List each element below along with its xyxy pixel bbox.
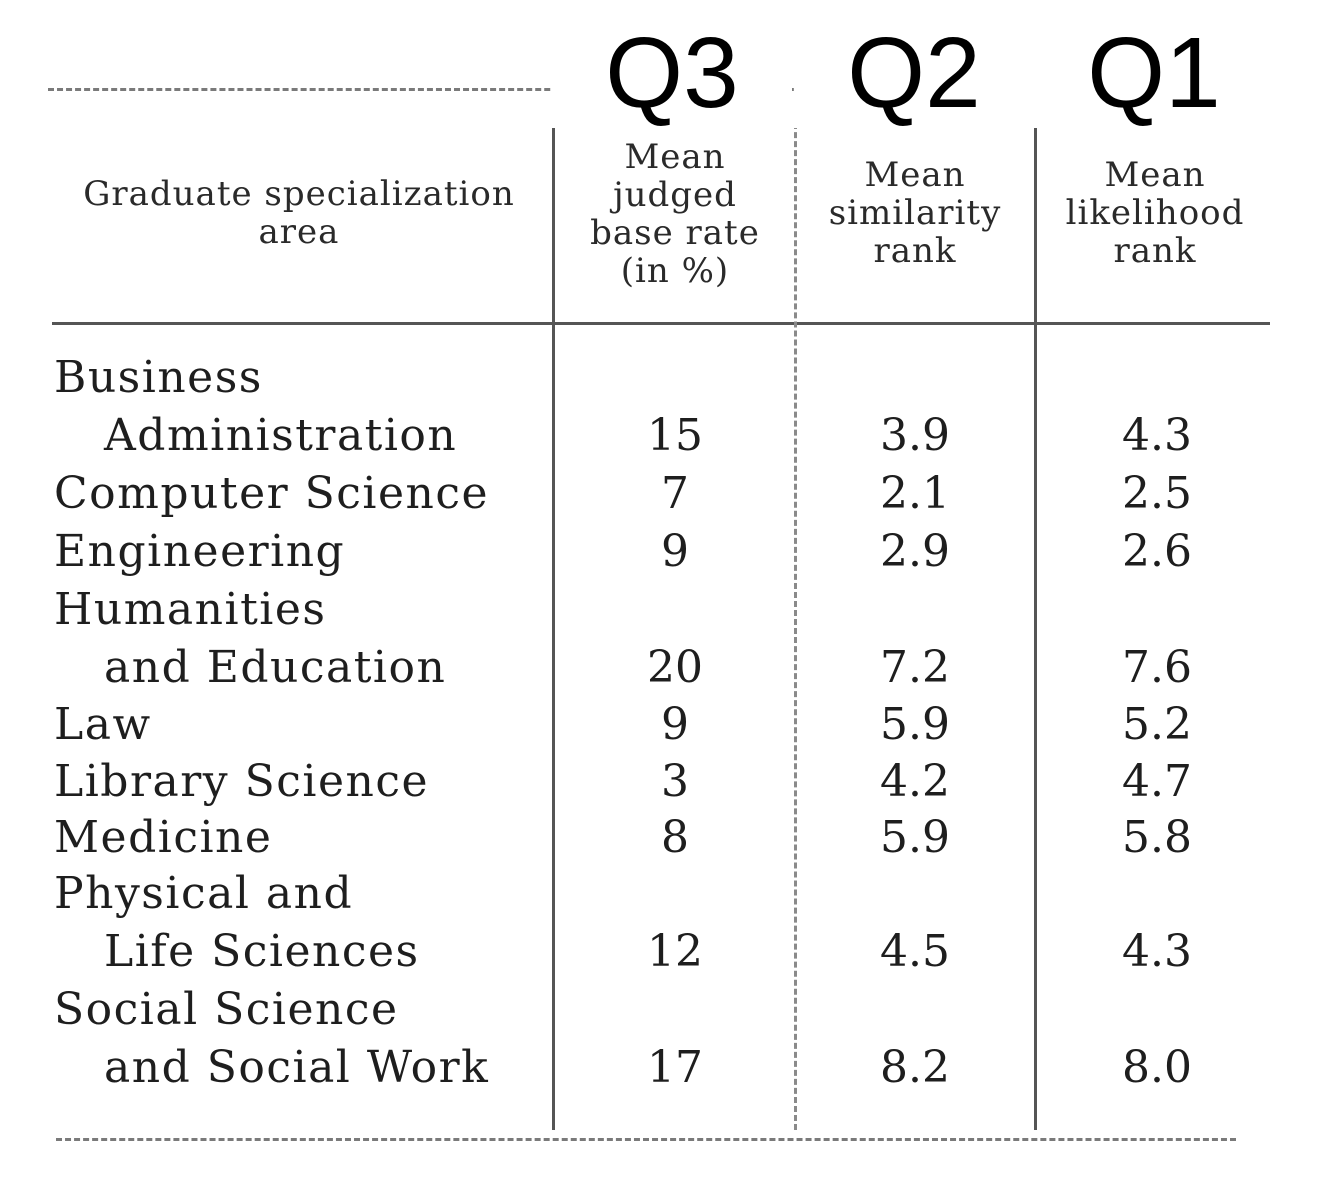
cell-base-rate: 8: [661, 812, 689, 863]
row-label-social: and Social Work: [104, 1042, 490, 1093]
cell-likelihood: 4.3: [1122, 926, 1192, 977]
cell-base-rate: 3: [661, 756, 689, 807]
header-base-rate-line: Mean: [624, 137, 726, 177]
row-label-law: Law: [54, 699, 152, 750]
row-label-humanities: and Education: [104, 642, 447, 693]
header-base-rate: [560, 138, 790, 290]
header-similarity-line: similarity: [828, 193, 1002, 233]
cell-similarity: 4.2: [880, 756, 950, 807]
row-label-physical: Physical and: [54, 868, 354, 919]
header-likelihood-line: Mean: [1104, 155, 1206, 195]
cell-likelihood: 5.8: [1122, 812, 1192, 863]
cell-likelihood: 7.6: [1122, 642, 1192, 693]
question-label-q3: Q3: [552, 18, 792, 128]
row-label-library-science: Library Science: [54, 756, 430, 807]
cell-similarity: 5.9: [880, 699, 950, 750]
cell-base-rate: 17: [647, 1042, 703, 1093]
cell-base-rate: 9: [661, 526, 689, 577]
header-base-rate-line: judged: [613, 175, 737, 215]
column-divider-3: [1034, 96, 1037, 1130]
row-label-medicine: Medicine: [54, 812, 273, 863]
cell-likelihood: 2.5: [1122, 468, 1192, 519]
cell-similarity: 2.9: [880, 526, 950, 577]
cell-similarity: 2.1: [880, 468, 950, 519]
column-divider-2: [794, 96, 797, 1130]
cell-likelihood: 4.7: [1122, 756, 1192, 807]
cell-similarity: 4.5: [880, 926, 950, 977]
cell-likelihood: 5.2: [1122, 699, 1192, 750]
row-label-social: Social Science: [54, 984, 399, 1035]
header-similarity: [800, 156, 1030, 270]
header-likelihood-line: rank: [1113, 231, 1197, 271]
column-divider-1: [552, 96, 555, 1130]
question-label-q2: Q2: [794, 18, 1034, 128]
row-label-physical: Life Sciences: [104, 926, 420, 977]
header-rule: [52, 322, 1270, 325]
cell-likelihood: 8.0: [1122, 1042, 1192, 1093]
cell-likelihood: 4.3: [1122, 410, 1192, 461]
header-base-rate-line: (in %): [620, 251, 730, 291]
question-label-q1: Q1: [1034, 18, 1274, 128]
row-label-business: Administration: [104, 410, 458, 461]
cell-base-rate: 12: [647, 926, 703, 977]
cell-likelihood: 2.6: [1122, 526, 1192, 577]
header-likelihood-line: likelihood: [1065, 193, 1245, 233]
cell-base-rate: 7: [661, 468, 689, 519]
cell-similarity: 3.9: [880, 410, 950, 461]
header-area: [54, 175, 544, 251]
header-area-line: area: [258, 212, 340, 252]
bottom-rule: [56, 1138, 1236, 1141]
header-similarity-line: Mean: [864, 155, 966, 195]
header-area-line: Graduate specialization: [83, 174, 515, 214]
cell-base-rate: 9: [661, 699, 689, 750]
header-similarity-line: rank: [873, 231, 957, 271]
row-label-computer-science: Computer Science: [54, 468, 490, 519]
row-label-business: Business: [54, 352, 263, 403]
cell-similarity: 5.9: [880, 812, 950, 863]
row-label-engineering: Engineering: [54, 526, 346, 577]
cell-similarity: 7.2: [880, 642, 950, 693]
cell-base-rate: 20: [647, 642, 703, 693]
header-likelihood: [1040, 156, 1270, 270]
row-label-humanities: Humanities: [54, 584, 327, 635]
cell-similarity: 8.2: [880, 1042, 950, 1093]
header-base-rate-line: base rate: [590, 213, 760, 253]
cell-base-rate: 15: [647, 410, 703, 461]
